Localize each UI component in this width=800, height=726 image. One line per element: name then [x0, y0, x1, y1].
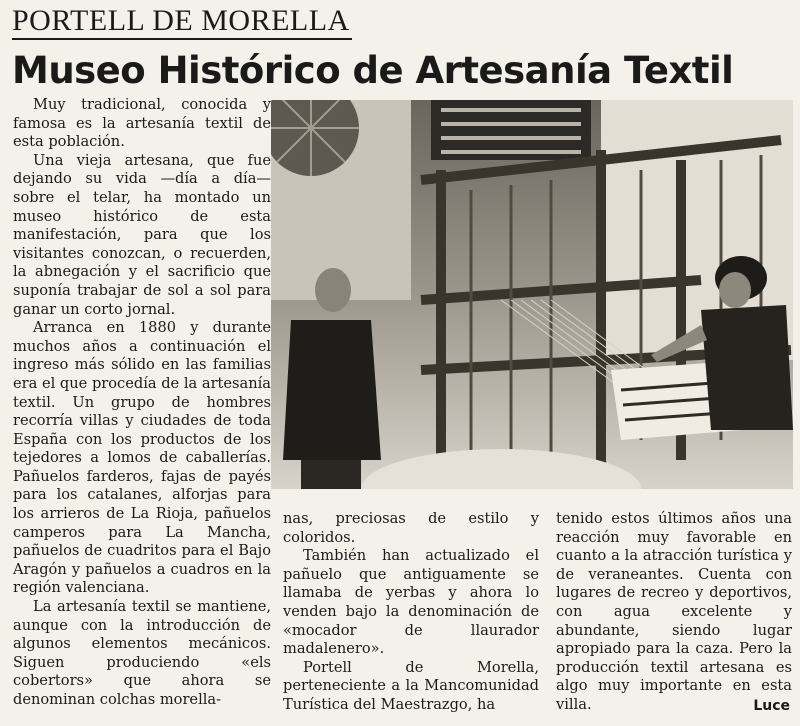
- article-column-2: [283, 510, 539, 715]
- paragraph: También han actualizado el pañuelo que antiguamente se llamaba de yerbas y ahora lo venden bajo la denominación de «mocador de llaurador madalenero».: [283, 547, 539, 658]
- kicker: PORTELL DE MORELLA: [12, 4, 352, 40]
- headline: Museo Histórico de Artesanía Textil: [12, 49, 734, 92]
- paragraph: Muy tradicional, conocida y famosa es la artesanía textil de esta población.: [13, 96, 271, 151]
- paragraph: tenido estos últimos años una reacción muy favorable en cuanto a la atracción turística y de veraneantes. Cuenta con lugares de recreo y deportivos, con agua excelente y abundante, siendo lugar apropiado para la caza. Pero la producción textil artesana es algo muy importante en esta villa.: [556, 510, 792, 713]
- author-signature: Luce: [753, 698, 790, 714]
- article-column-3: [556, 510, 792, 715]
- article-column-1: [13, 96, 271, 710]
- photo-loom-workshop: [271, 100, 793, 489]
- paragraph: Arranca en 1880 y durante muchos años a continuación el ingreso más sólido en las familias era el que procedía de la artesanía textil. Un grupo de hombres recorría villas y ciudades de toda España con los productos de los tejedores a lomos de caballerías. Pañuelos farderos, fajas de payés para los catalanes, alforjas para los arrieros de La Rioja, pañuelos camperos para La Mancha, pañuelos de cuadritos para el Bajo Aragón y pañuelos a cuadros en la región valenciana.: [13, 319, 271, 597]
- paragraph: Portell de Morella, perteneciente a la Mancomunidad Turística del Maestrazgo, ha: [283, 658, 539, 713]
- paragraph: La artesanía textil se mantiene, aunque con la introducción de algunos elementos mecánicos. Siguen produciendo «els cobertors» que ahora se denominan colchas morella-: [13, 598, 271, 708]
- paragraph: Una vieja artesana, que fue dejando su vida —día a día— sobre el telar, ha montado un museo histórico de esta manifestación, para que los visitantes conozcan, o recuerden, la abnegación y el sacrificio que suponía trabajar de sol a sol para ganar un corto jornal.: [13, 151, 271, 318]
- paragraph: nas, preciosas de estilo y coloridos.: [283, 510, 539, 546]
